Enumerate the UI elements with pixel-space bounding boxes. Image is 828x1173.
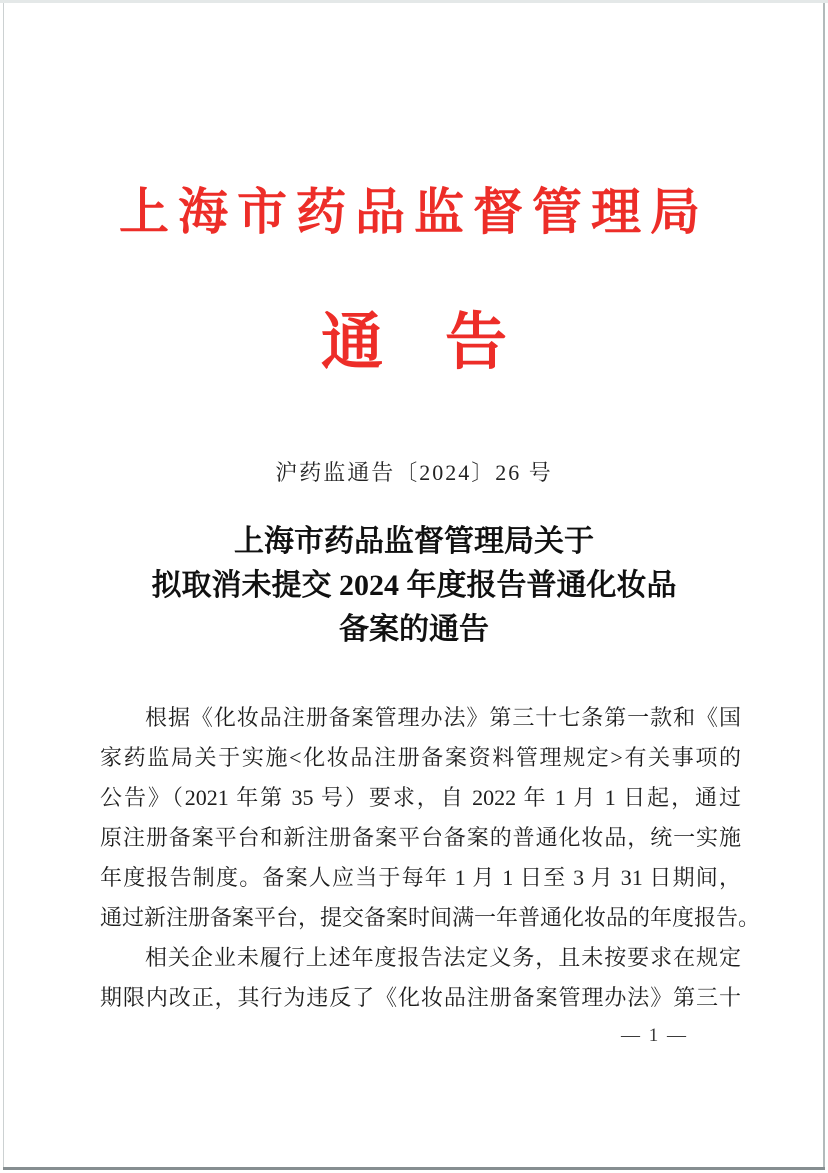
paragraph-2-line-1: 相关企业未履行上述年度报告法定义务，且未按要求在规定 — [145, 945, 741, 970]
notice-title-line-3: 备案的通告 — [339, 613, 489, 646]
paragraph-1-line-6: 通过新注册备案平台，提交备案时间满一年普通化妆品的年度报告。 — [100, 905, 761, 930]
scan-edge-bottom — [3, 1167, 825, 1170]
paragraph-2-line-2: 期限内改正，其行为违反了《化妆品注册备案管理办法》第三十 — [100, 985, 741, 1010]
notice-title — [0, 520, 828, 652]
paragraph-1-line-3: 公告》（2021 年第 35 号）要求，自 2022 年 1 月 1 日起，通过 — [100, 785, 741, 810]
paragraph-1-line-4: 原注册备案平台和新注册备案平台备案的普通化妆品，统一实施 — [100, 825, 741, 850]
document-type-heading: 通 告 — [320, 309, 507, 377]
scan-edge-top — [0, 0, 828, 3]
paragraph-1-line-1: 根据《化妆品注册备案管理办法》第三十七条第一款和《国 — [145, 705, 741, 730]
paragraph-1-line-5: 年度报告制度。备案人应当于每年 1 月 1 日至 3 月 31 日期间， — [100, 865, 741, 890]
document-number: 沪药监通告〔2024〕26 号 — [275, 460, 553, 485]
notice-title-line-2: 拟取消未提交 2024 年度报告普通化妆品 — [151, 569, 677, 602]
page-number: — 1 — — [621, 1025, 688, 1046]
body-text — [100, 698, 761, 1018]
issuing-authority-heading: 上海市药品监督管理局 — [119, 184, 709, 240]
notice-title-line-1: 上海市药品监督管理局关于 — [234, 525, 594, 558]
paragraph-1-line-2: 家药监局关于实施<化妆品注册备案资料管理规定>有关事项的 — [100, 745, 741, 770]
